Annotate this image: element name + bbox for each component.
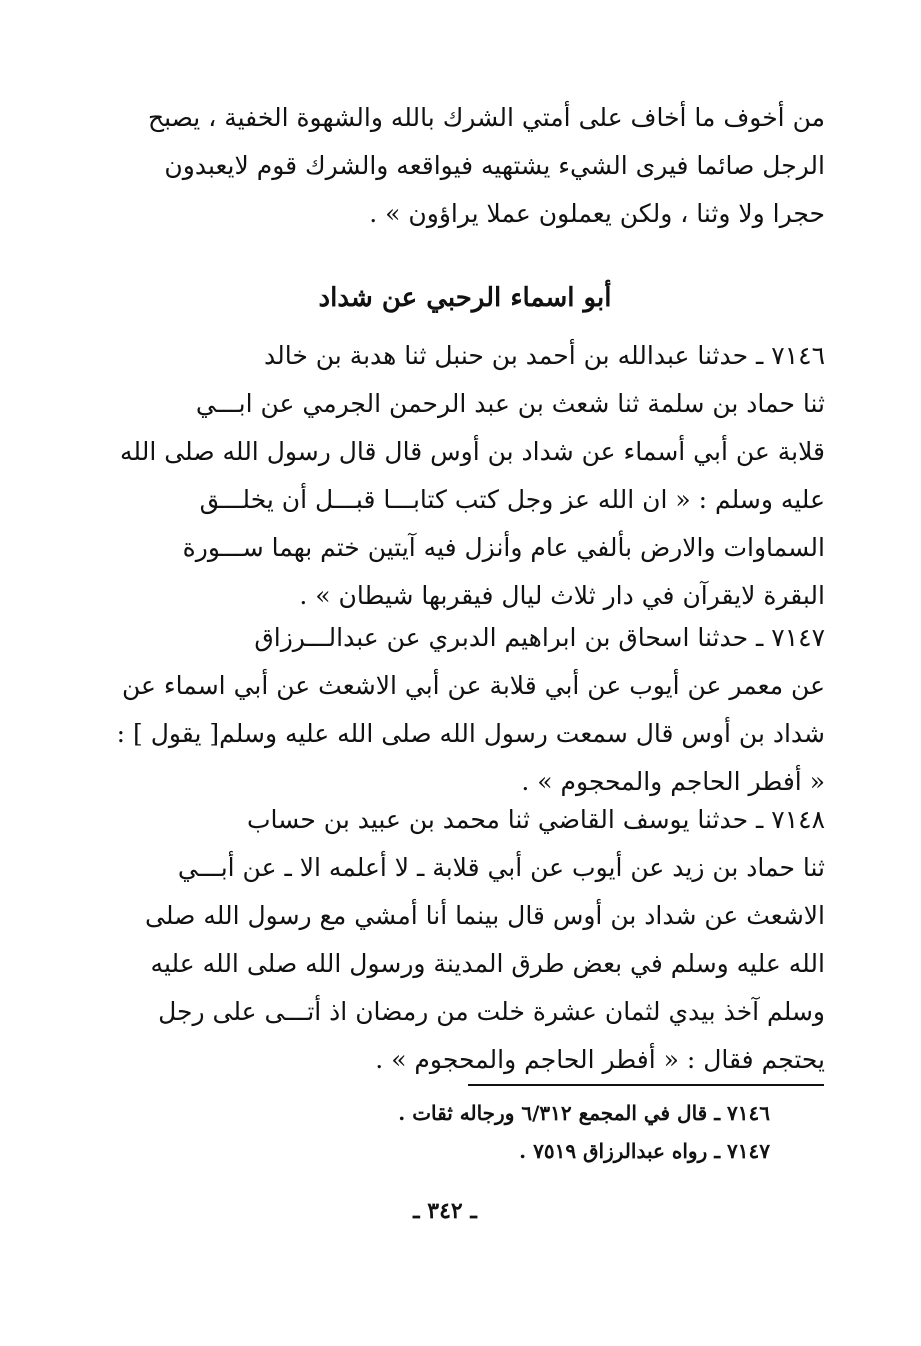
text-line: يحتجم فقال : « أفطر الحاجم والمحجوم » .: [375, 1045, 825, 1074]
text-line: ٧١٤٧ ـ حدثنا اسحاق بن ابراهيم الدبري عن عبدالـــرزاق: [254, 623, 825, 652]
text-line: « أفطر الحاجم والمحجوم » .: [521, 767, 825, 796]
text-line: الرجل صائما فيرى الشيء يشتهيه فيواقعه والشرك قوم لايعبدون: [164, 151, 825, 180]
intro-paragraph: [105, 94, 825, 238]
section-heading: أبو اسماء الرحبي عن شداد: [318, 283, 612, 313]
hadith-7147: [105, 614, 825, 806]
text-line: الاشعث عن شداد بن أوس قال بينما أنا أمشي مع رسول الله صلى: [145, 901, 825, 930]
footnote: ٧١٤٦ ـ قال في المجمع ٦/٣١٢ ورجاله ثقات .: [398, 1101, 770, 1125]
footnote: ٧١٤٧ ـ رواه عبدالرزاق ٧٥١٩ .: [519, 1139, 770, 1163]
text-line: قلابة عن أبي أسماء عن شداد بن أوس قال قال رسول الله صلى الله: [120, 437, 825, 466]
text-line: وسلم آخذ بيدي لثمان عشرة خلت من رمضان اذ أتـــى على رجل: [158, 997, 825, 1026]
text-line: ثنا حماد بن زيد عن أيوب عن أبي قلابة ـ لا أعلمه الا ـ عن أبـــي: [177, 853, 825, 882]
hadith-7146: [105, 332, 825, 620]
text-line: من أخوف ما أخاف على أمتي الشرك بالله والشهوة الخفية ، يصبح: [147, 103, 825, 132]
hadith-7148: [105, 796, 825, 1084]
footnote-divider: [468, 1084, 824, 1086]
text-line: ٧١٤٦ ـ حدثنا عبدالله بن أحمد بن حنبل ثنا هدبة بن خالد: [264, 341, 825, 370]
text-line: عن معمر عن أيوب عن أبي قلابة عن أبي الاشعث عن أبي اسماء عن: [122, 671, 825, 700]
text-line: ٧١٤٨ ـ حدثنا يوسف القاضي ثنا محمد بن عبيد بن حساب: [246, 805, 825, 834]
text-line: الله عليه وسلم في بعض طرق المدينة ورسول الله صلى الله عليه: [150, 949, 825, 978]
footnotes: [300, 1094, 770, 1170]
text-line: عليه وسلم : « ان الله عز وجل كتب كتابـــا قبـــل أن يخلـــق: [199, 485, 825, 514]
text-line: شداد بن أوس قال سمعت رسول الله صلى الله عليه وسلم[ يقول ] :: [116, 719, 825, 748]
page-number: ـ ٣٤٢ ـ: [413, 1198, 477, 1224]
text-line: حجرا ولا وثنا ، ولكن يعملون عملا يراؤون » .: [369, 199, 825, 228]
text-line: السماوات والارض بألفي عام وأنزل فيه آيتين ختم بهما ســـورة: [182, 533, 825, 562]
text-line: ثنا حماد بن سلمة ثنا شعث بن عبد الرحمن الجرمي عن ابـــي: [195, 389, 825, 418]
text-line: البقرة لايقرآن في دار ثلاث ليال فيقربها شيطان » .: [299, 581, 825, 610]
